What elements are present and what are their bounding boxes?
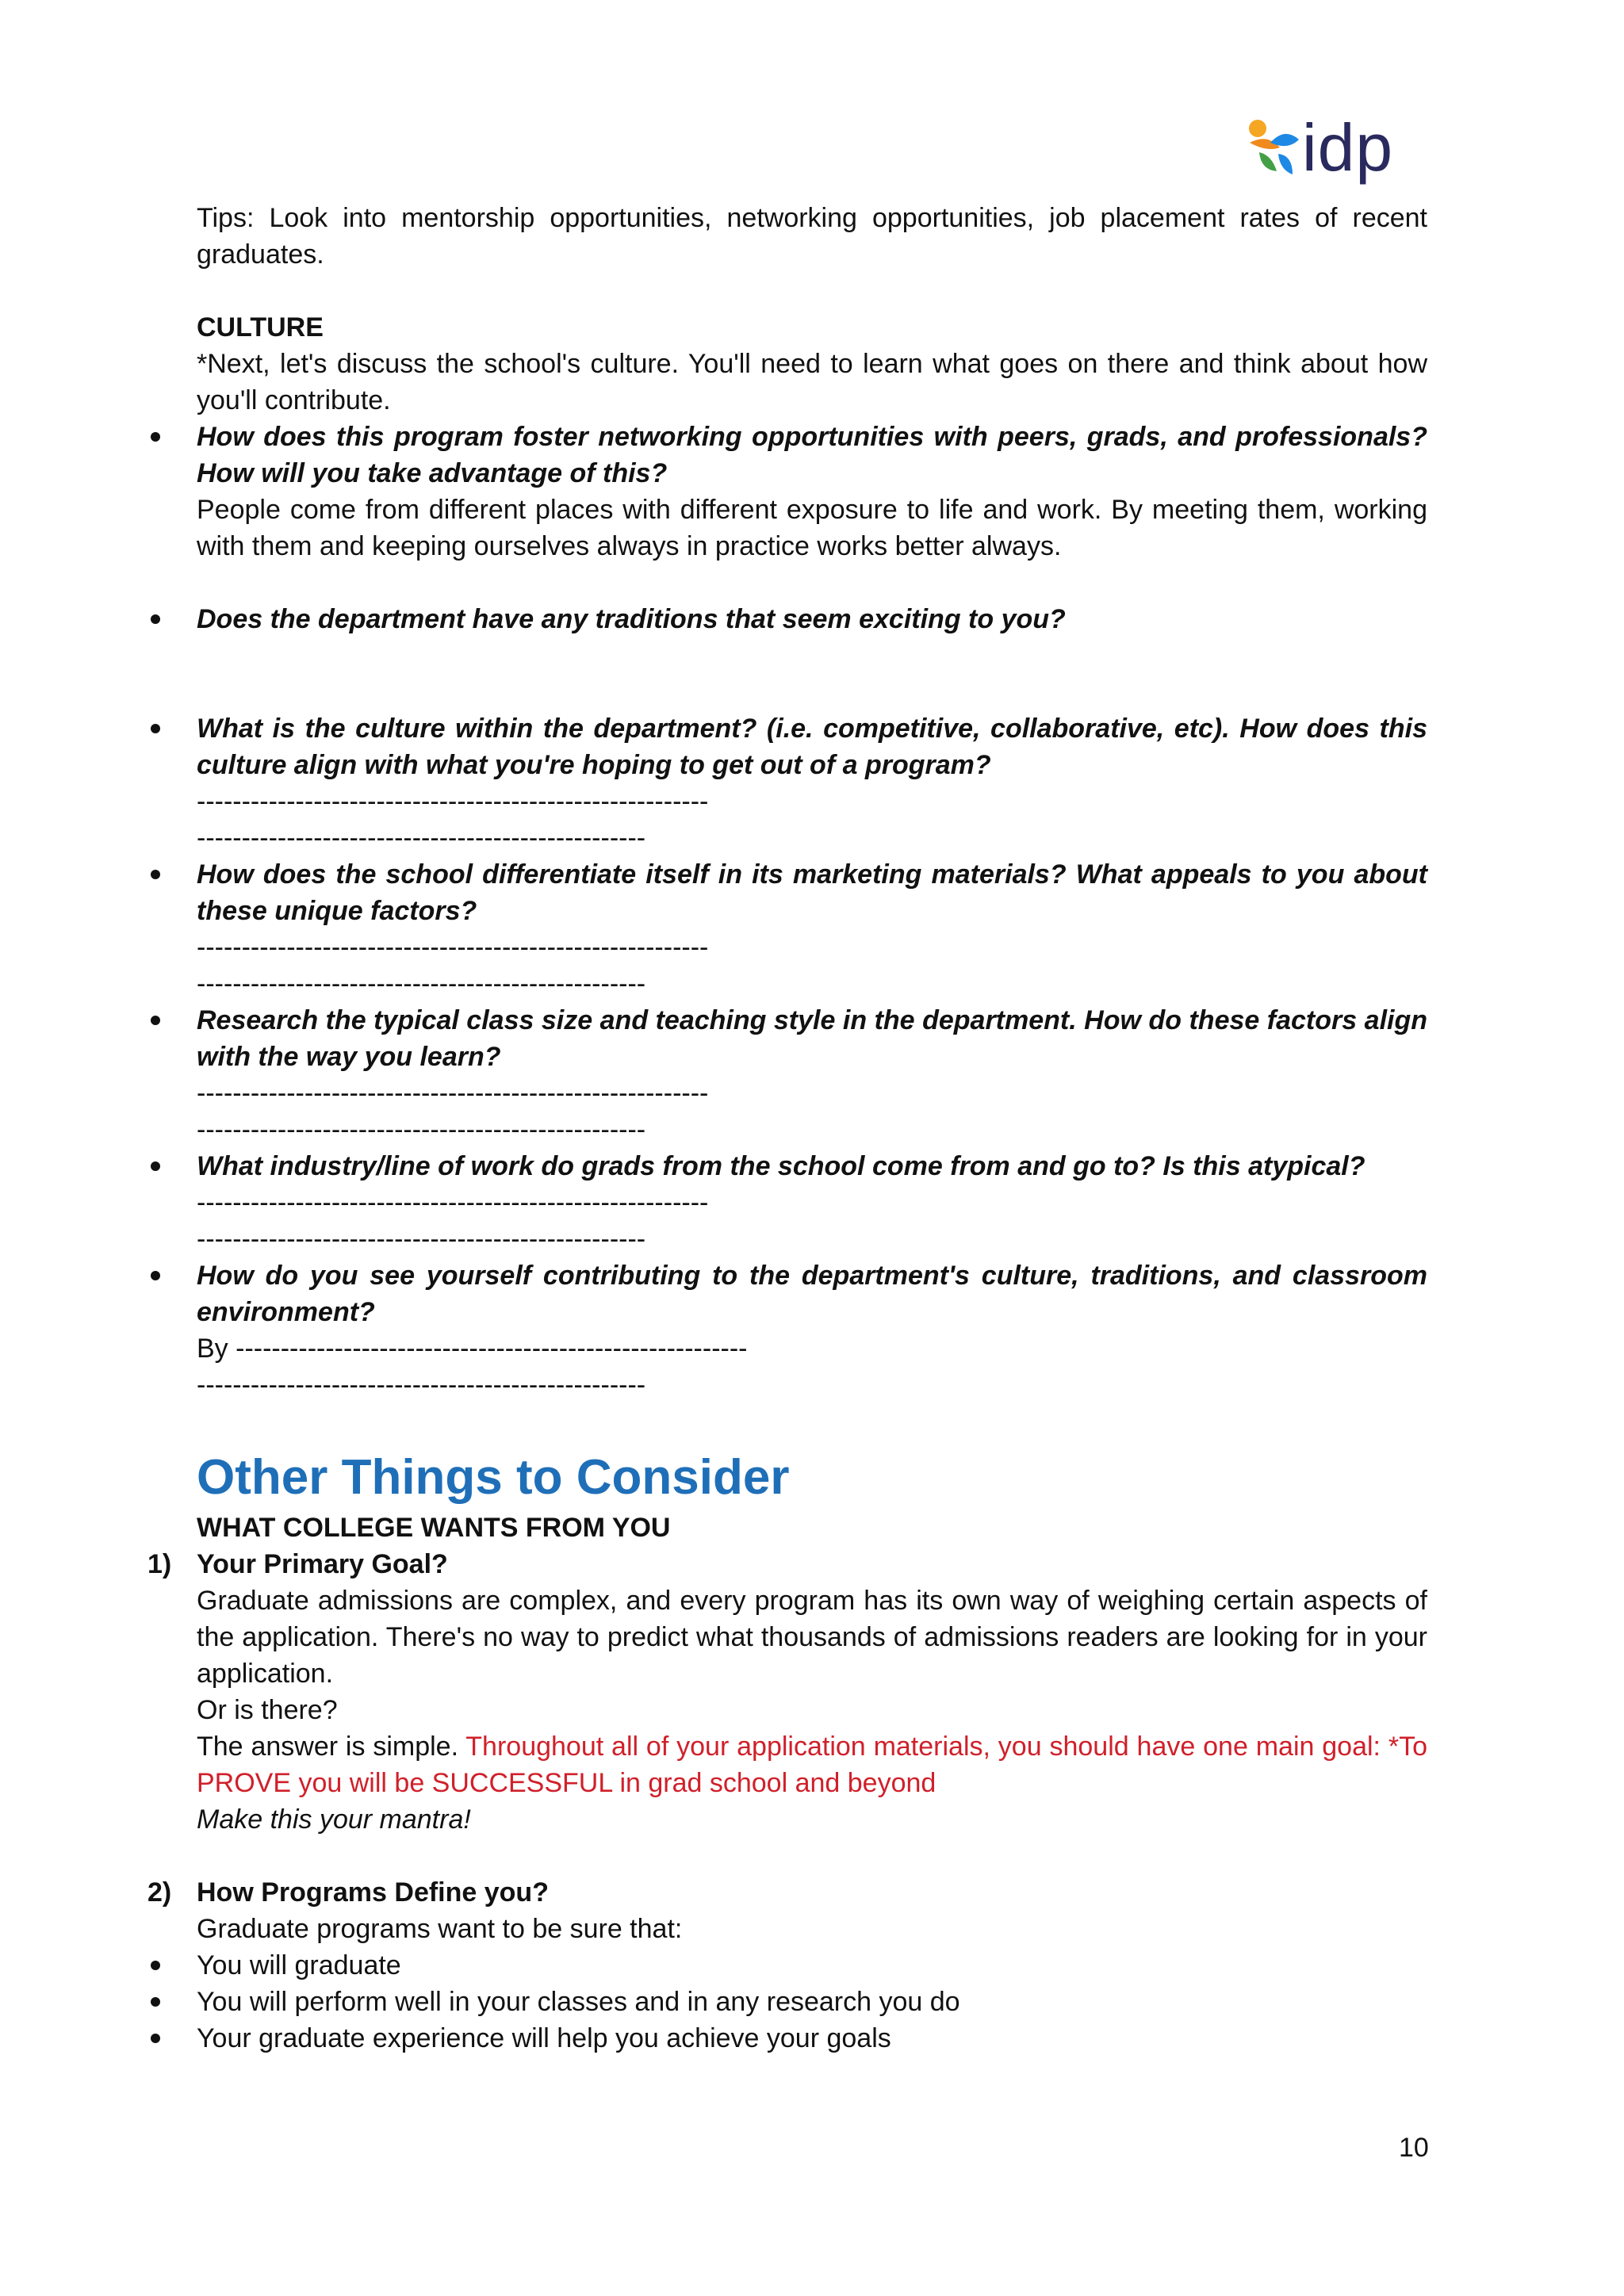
item-paragraph: Graduate admissions are complex, and every program has its own way of weighing certain aspects of the application. There's no way to predict what thousands of admissions readers are looking for in your application. [197,1586,1427,1689]
tips-text: Tips: Look into mentorship opportunities, networking opportunities, job placement rates of recent graduates. [197,203,1427,270]
idp-logo [1243,111,1410,190]
culture-intro: *Next, let's discuss the school's culture. You'll need to learn what goes on there and think about how you'll contribute. [197,349,1427,415]
answer-emphasis: Throughout all of your application materials, you should have one main goal: *To PROVE you will be SUCCESSFUL in grad school and beyond [197,1732,1428,1798]
programs-define-item [147,1874,1427,2057]
answer-line: --------------------------------------------------------- [197,1078,709,1108]
answer-line: -------------------------------------------------- [197,969,646,999]
item-question: Or is there? [197,1695,338,1725]
main-content [147,200,1428,2057]
item-paragraph: Graduate programs want to be sure that: [197,1914,683,1944]
answer-line: -------------------------------------------------- [197,1115,646,1145]
idp-logo-icon [1243,111,1307,190]
item-number: 2) [147,1877,172,1908]
culture-question-networking [197,419,1427,564]
answer-line: --------------------------------------------------------- [197,786,709,817]
bullet-icon [151,614,160,624]
bullet-icon [151,1161,160,1171]
mantra-text: Make this your mantra! [197,1804,471,1835]
section-title: Other Things to Consider [197,1450,790,1505]
answer-line: --------------------------------------------------------- [197,932,709,962]
answer-line: -------------------------------------------------- [197,1370,646,1400]
answer-lead: The answer is simple. [197,1732,466,1762]
culture-question-industry [197,1148,1427,1257]
answer-line: -------------------------------------------------- [197,1224,646,1254]
list-item [197,1984,1427,2020]
bullet-icon [151,1016,160,1025]
list-item-text: You will perform well in your classes and in any research you do [197,1987,960,2017]
culture-question-marketing [197,856,1427,1002]
bullet-icon [151,432,160,442]
list-item-text: You will graduate [197,1950,401,1980]
list-item-text: Your graduate experience will help you achieve your goals [197,2023,891,2053]
culture-question-contribution [197,1257,1427,1403]
culture-question-traditions [197,601,1427,637]
question-text: What is the culture within the department? (i.e. competitive, collaborative, etc). How does this culture align with what you're hoping to get out of a program? [197,714,1427,780]
answer-line: -------------------------------------------------- [197,823,646,853]
list-item [197,2020,1427,2057]
bullet-icon [151,1961,160,1970]
question-text: Does the department have any traditions that seem exciting to you? [197,604,1066,634]
question-text: Research the typical class size and teaching style in the department. How do these factors align with the way you learn? [197,1005,1427,1072]
section-subheading: WHAT COLLEGE WANTS FROM YOU [197,1513,671,1543]
item-number: 1) [147,1549,172,1579]
list-item [197,1947,1427,1984]
culture-heading: CULTURE [197,312,324,342]
question-text: How do you see yourself contributing to the department's culture, traditions, and classroom environment? [197,1261,1427,1327]
item-title: How Programs Define you? [197,1877,549,1908]
page-number: 10 [1399,2133,1429,2163]
item-title: Your Primary Goal? [197,1549,448,1579]
logo-wordmark: idp [1302,110,1394,185]
answer-line: By --------------------------------------------------------- [197,1334,748,1364]
bullet-icon [151,870,160,879]
answer-text: People come from different places with different exposure to life and work. By meeting them, working with them and keeping ourselves always in practice works better always. [197,495,1427,561]
bullet-icon [151,724,160,733]
bullet-icon [151,2034,160,2043]
bullet-icon [151,1997,160,2007]
item-answer [197,1728,1427,1801]
question-text: What industry/line of work do grads from the school come from and go to? Is this atypical? [197,1151,1365,1181]
culture-question-class-size [197,1002,1427,1148]
question-text: How does this program foster networking opportunities with peers, grads, and professionals? How will you take advantage of this? [197,422,1427,488]
primary-goal-item [147,1546,1428,1838]
bullet-icon [151,1271,160,1280]
answer-line: --------------------------------------------------------- [197,1188,709,1218]
question-text: How does the school differentiate itself in its marketing materials? What appeals to you about these unique factors? [197,859,1427,926]
culture-question-department-culture [197,710,1427,856]
